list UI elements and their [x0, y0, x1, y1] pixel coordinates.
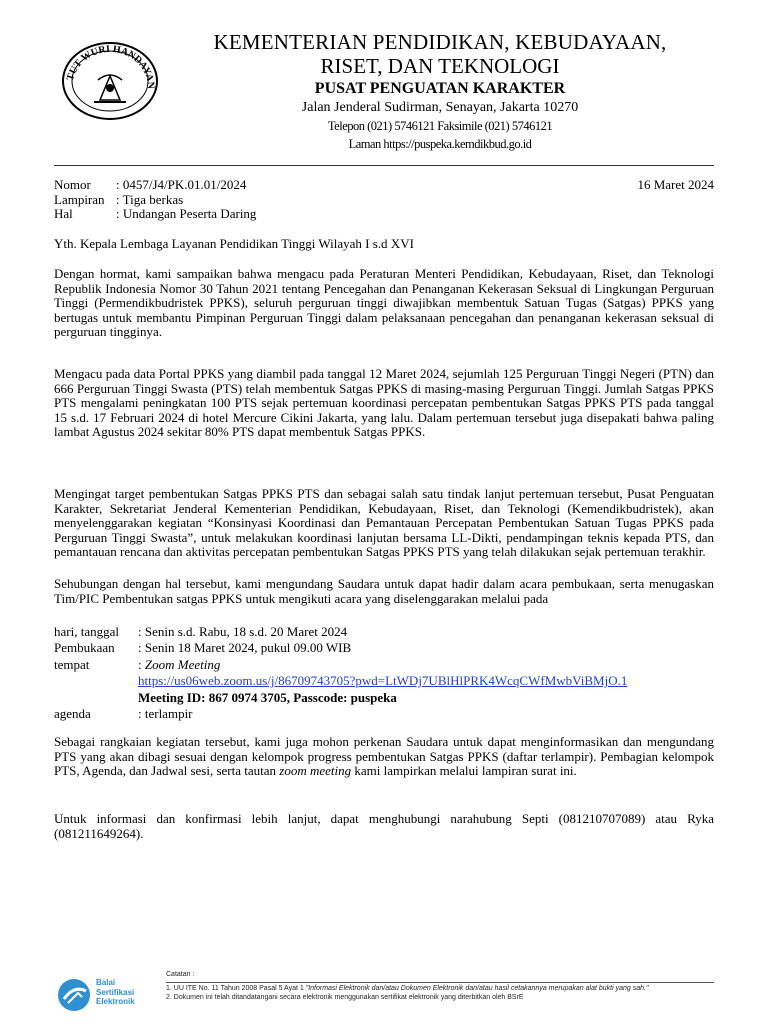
meta-lampiran: Lampiran : Tiga berkas: [54, 191, 184, 207]
svg-text:TUT WURI HANDAYANI: TUT WURI HANDAYAN: [64, 43, 157, 90]
tut-wuri-handayani-logo: [58, 36, 162, 122]
note-1: 1. UU ITE No. 11 Tahun 2008 Pasal 5 Ayat 1 "Informasi Elektronik dan/atau Dokumen Elektronik dan/atau hasil cetakannya merupakan alat bukti yang sah.": [166, 984, 649, 992]
letterhead-divider: [54, 165, 714, 166]
unit-name: PUSAT PENGUATAN KARAKTER: [314, 80, 566, 97]
addressee: Yth. Kepala Lembaga Layanan Pendidikan Tinggi Wilayah I s.d XVI: [54, 236, 414, 251]
paragraph-6: Untuk informasi dan konfirmasi lebih lanjut, dapat menghubungi narahubung Septi (081210707089) atau Ryka (081211649264).: [54, 811, 714, 841]
zoom-link[interactable]: https://us06web.zoom.us/j/86709743705?pwd=LtWDj7UBlHlPRK4WcqCWfMwbViBMjO.1: [138, 673, 628, 689]
zoom-meeting-label: Zoom Meeting: [144, 656, 221, 672]
paragraph-2: Mengacu pada data Portal PPKS yang diambil pada tanggal 12 Maret 2024, sejumlah 125 Perguruan Tinggi Negeri (PTN) dan 666 Perguruan Tinggi Swasta (PTS) telah membentuk Satgas PPKS di masing-masing Perguruan Tinggi. Jumlah Satgas PPKS PTS mengalami peningkatan 100 PTS sejak pertemuan koordinasi percepatan pembentukan Satgas PPKS PTS pada tanggal 15 s.d. 17 Februari 2024 di hotel Mercure Cikini Jakarta, yang lalu. Dalam pertemuan tersebut juga disepakati bahwa paling lambat Agustus 2024 sekitar 80% PTS dapat membentuk Satgas PPKS.: [54, 366, 714, 439]
letterhead: [190, 30, 690, 153]
event-details: [54, 624, 714, 722]
detail-tempat: tempat : Zoom Meeting: [54, 656, 221, 672]
detail-hari: hari, tanggal : Senin s.d. Rabu, 18 s.d. 20 Maret 2024: [54, 624, 348, 639]
paragraph-4: Sehubungan dengan hal tersebut, kami mengundang Saudara untuk dapat hadir dalam acara pembukaan, serta menugaskan Tim/PIC Pembentukan satgas PPKS untuk mengikuti acara yang diselenggarakan melalui pada: [54, 576, 714, 606]
meta-nomor: Nomor : 0457/J4/PK.01.01/2024: [54, 177, 247, 192]
letter-meta: [54, 178, 714, 222]
detail-pembukaan: Pembukaan : Senin 18 Maret 2024, pukul 09.00 WIB: [54, 640, 352, 656]
ministry-name-line1: KEMENTERIAN PENDIDIKAN, KEBUDAYAAN,: [213, 30, 667, 54]
note-2: 2. Dokumen ini telah ditandatangani secara elektronik menggunakan sertifikat elektronik yang diterbitkan oleh BSrE: [166, 994, 524, 1001]
zoom-link-row: [54, 673, 714, 689]
ministry-name-line2: RISET, DAN TEKNOLOGI: [320, 54, 560, 78]
paragraph-3: Mengingat target pembentukan Satgas PPKS PTS dan sebagai salah satu tindak lanjut pertemuan tersebut, Pusat Penguatan Karakter, Sekretariat Jenderal Kementerian Pendidikan, Kebudayaan, Riset, dan Teknologi (Kemendikbudristek), akan menyelenggarakan kegiatan “Konsinyasi Koordinasi dan Pemantauan Percepatan Pembentukan Satuan Tugas PPKS pada Perguruan Tinggi Swasta”, untuk melakukan koordinasi lanjutan bersama LL-Dikti, pendampingan teknis kepada PTS, dan pemantauan rencana dan aktivitas percepatan pembentukan Satgas PPKS PTS yang telah dilakukan sejak pertemuan terakhir.: [54, 486, 714, 559]
paragraph-5: Sebagai rangkaian kegiatan tersebut, kami juga mohon perkenan Saudara untuk dapat menginformasikan dan mengundang PTS yang akan dibagi sesuai dengan kelompok progress pembentukan Satgas PPKS (daftar terlampir). Pembagian kelompok PTS, Agenda, dan Jadwal sesi, serta tautan zoom meeting kami lampirkan melalui lampiran surat ini.: [54, 734, 714, 778]
bsre-wordmark: Balai Sertifikasi Elektronik: [96, 978, 135, 1006]
footer-notes: [166, 970, 716, 1003]
meta-hal: Hal : Undangan Peserta Daring: [54, 206, 257, 221]
bsre-logo-icon: [56, 975, 96, 1015]
phone-fax: Telepon (021) 5746121 Faksimile (021) 5746121: [327, 119, 553, 133]
meeting-id: Meeting ID: 867 0974 3705, Passcode: puspeka: [138, 689, 397, 705]
address: Jalan Jenderal Sudirman, Senayan, Jakarta 10270: [301, 100, 579, 115]
footer-divider: [166, 982, 714, 983]
paragraph-1: Dengan hormat, kami sampaikan bahwa mengacu pada Peraturan Menteri Pendidikan, Kebudayaan, Riset, dan Teknologi Republik Indonesia Nomor 30 Tahun 2021 tentang Pencegahan dan Penanganan Kekerasan Seksual di Lingkungan Perguruan Tinggi (Permendikbudristek PPKS), seluruh perguruan tinggi diwajibkan membentuk Satuan Tugas (Satgas) PPKS yang bertugas untuk membantu Pimpinan Perguruan Tinggi dalam pelaksanaan pencegahan dan penanganan kekerasan seksual di perguruan tingginya.: [54, 266, 714, 339]
letter-date: 16 Maret 2024: [637, 177, 714, 192]
catatan-label: Catatan :: [166, 971, 195, 978]
detail-agenda: agenda : terlampir: [54, 706, 193, 722]
website[interactable]: Laman https://puspeka.kemdikbud.go.id: [348, 137, 532, 151]
